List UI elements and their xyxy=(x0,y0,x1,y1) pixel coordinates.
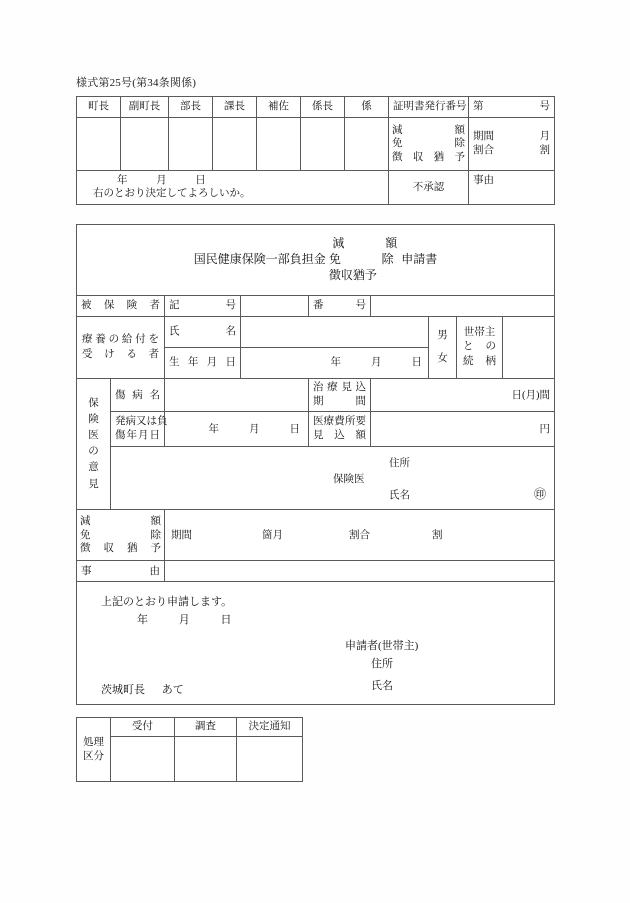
ratio-row: 割合 割 xyxy=(473,145,550,156)
birthdate-field[interactable] xyxy=(241,348,429,379)
symbol-value-field[interactable] xyxy=(241,296,309,317)
household-relation-field[interactable] xyxy=(503,317,555,379)
onset-day-label: 日 xyxy=(289,423,300,435)
processing-column-reception: 受付 xyxy=(111,718,175,737)
recipient-name-label xyxy=(165,317,241,348)
stamp-box-department-head[interactable] xyxy=(169,118,213,171)
form-title xyxy=(194,236,437,283)
relief-row-menjo: 免 除 xyxy=(80,529,161,541)
relief-type-label xyxy=(77,510,165,561)
relief-type-row xyxy=(77,510,555,561)
relief-reason-label xyxy=(77,561,165,582)
reduction-row-gengaku: 減 額 xyxy=(392,124,465,136)
recipient-label xyxy=(77,317,165,379)
recipient-label-line2: 受ける者 xyxy=(82,348,159,360)
declaration-month-label: 月 xyxy=(178,614,190,627)
stamp-box-staff[interactable] xyxy=(345,118,389,171)
decision-year-label: 年 xyxy=(117,175,128,186)
approval-stamp-row xyxy=(77,118,555,171)
applicant-label: 申請者(世帯主) xyxy=(345,640,419,653)
onset-ymd xyxy=(165,423,308,436)
cost-label-line1: 医療費所要 xyxy=(313,416,366,428)
insured-person-label xyxy=(77,296,165,317)
household-rel-line3: 続柄 xyxy=(463,355,496,367)
processing-table xyxy=(76,717,303,782)
relief-period-ratio-line xyxy=(165,529,554,542)
processing-value-investigation[interactable] xyxy=(175,737,237,782)
household-relation-label xyxy=(457,317,503,379)
decision-question-cell xyxy=(77,171,389,205)
treatment-period-line2: 期間 xyxy=(313,396,366,408)
approval-table xyxy=(76,96,555,205)
declaration-day-label: 日 xyxy=(220,614,232,627)
disease-name-label xyxy=(111,379,165,412)
treatment-period-line1: 治療見込 xyxy=(313,382,366,393)
name-label-text: 氏名 xyxy=(169,326,236,338)
recipient-name-field[interactable] xyxy=(241,317,429,348)
sex-male-option[interactable]: 男 xyxy=(437,330,448,342)
relief-row-choshuyuyo: 徴 収 猶 予 xyxy=(80,543,161,555)
doctor-signature-row xyxy=(77,447,555,510)
processing-value-decision-notice[interactable] xyxy=(237,737,303,782)
decision-date-line xyxy=(77,174,388,187)
treatment-period-label xyxy=(309,379,371,412)
medical-cost-label xyxy=(309,412,371,447)
stamp-box-section-head[interactable] xyxy=(213,118,257,171)
processing-category-label xyxy=(77,718,111,782)
insured-identifier-row xyxy=(77,296,555,317)
doctor-opinion-label: 保 険 医 の 意 見 xyxy=(77,379,111,510)
form-title-cell xyxy=(77,225,555,296)
approval-decision-row xyxy=(77,171,555,205)
reduction-row-choshuyuyo: 徴 収 猶 予 xyxy=(392,151,465,163)
stamp-box-deputy-mayor[interactable] xyxy=(121,118,169,171)
approval-header-row xyxy=(77,97,555,118)
cert-prefix: 第 xyxy=(473,101,484,113)
addressee-suffix: あて xyxy=(161,684,184,697)
decision-day-label: 日 xyxy=(195,175,206,186)
number-label xyxy=(309,296,371,317)
form-title-option-deferral: 徴収猶予 xyxy=(328,267,377,282)
medical-cost-unit: 円 xyxy=(539,423,551,435)
official-cell-deputy-mayor: 副町長 xyxy=(121,97,169,118)
period-row: 期間 月 xyxy=(473,131,550,143)
recipient-label-line1: 療養の給付を xyxy=(82,334,159,346)
form-title-row xyxy=(77,225,555,296)
applicant-name-label: 氏名 xyxy=(371,680,393,693)
processing-header-row xyxy=(77,718,303,737)
processing-value-reception[interactable] xyxy=(111,737,175,782)
birthdate-label-text: 生年月日 xyxy=(169,357,236,369)
reason-cell[interactable]: 事由 xyxy=(469,171,555,205)
declaration-date-line xyxy=(137,614,260,628)
certificate-number-label xyxy=(389,97,469,118)
reduction-type-label xyxy=(389,118,469,171)
recipient-name-row xyxy=(77,317,555,348)
birth-day-label: 日 xyxy=(411,357,422,369)
onset-date-label xyxy=(111,412,168,447)
doctor-signature-cell[interactable] xyxy=(111,447,555,510)
not-approved-cell[interactable]: 不承認 xyxy=(389,171,469,205)
relief-period-ratio-field[interactable] xyxy=(165,510,555,561)
onset-row xyxy=(77,412,555,447)
form-title-options xyxy=(329,236,397,283)
cert-label-text: 証明書発行番号 xyxy=(393,101,467,113)
disease-name-field[interactable] xyxy=(165,379,309,412)
birthdate-label xyxy=(165,348,241,379)
processing-column-investigation: 調査 xyxy=(175,718,237,737)
decision-month-label: 月 xyxy=(156,175,167,186)
symbol-label-text: 記号 xyxy=(169,300,236,312)
processing-label-line1: 処理 xyxy=(83,736,104,748)
relief-ratio-unit: 割 xyxy=(432,529,443,541)
certificate-number-label-text xyxy=(389,100,468,113)
doctor-address-label: 住所 xyxy=(389,458,410,470)
declaration-year-label: 年 xyxy=(137,614,148,627)
onset-year-label: 年 xyxy=(208,423,219,435)
addressee-name: 茨城町長 xyxy=(101,684,145,697)
official-cell-subsection-head: 係長 xyxy=(301,97,345,118)
doctor-sign-label: 保険医 xyxy=(333,474,365,486)
form-title-tail: 申請書 xyxy=(401,252,438,267)
form-title-lead: 国民健康保険一部負担金 xyxy=(193,252,326,267)
official-cell-section-head: 課長 xyxy=(213,97,257,118)
number-label-text: 番号 xyxy=(313,300,366,312)
birthdate-ymd xyxy=(241,356,428,369)
onset-month-label: 月 xyxy=(249,423,260,435)
addressee-line xyxy=(101,684,184,698)
household-rel-line2: との xyxy=(463,341,496,353)
applicant-address-line xyxy=(371,658,399,672)
birth-year-label: 年 xyxy=(330,357,341,369)
stamp-box-assistant[interactable] xyxy=(257,118,301,171)
period-ratio-fields[interactable] xyxy=(469,118,555,171)
processing-label-line2: 区分 xyxy=(83,750,104,762)
disease-label-text: 傷病名 xyxy=(115,389,160,401)
sex-female-option[interactable]: 女 xyxy=(437,352,448,364)
declaration-cell[interactable] xyxy=(77,582,555,705)
form-number-caption: 様式第25号(第34条関係) xyxy=(76,77,197,89)
official-cell-department-head: 部長 xyxy=(169,97,213,118)
official-cell-staff: 係 xyxy=(345,97,389,118)
stamp-box-mayor[interactable] xyxy=(77,118,121,171)
treatment-period-field[interactable] xyxy=(371,379,555,412)
relief-row-gengaku: 減 額 xyxy=(80,515,161,527)
reduction-row-menjo: 免 除 xyxy=(392,138,465,150)
processing-column-decision-notice: 決定通知 xyxy=(237,718,303,737)
treatment-period-unit: 日(月)間 xyxy=(511,389,551,401)
sex-cell[interactable] xyxy=(429,317,457,379)
number-value-field[interactable] xyxy=(371,296,555,317)
cert-suffix: 号 xyxy=(539,101,550,113)
birth-month-label: 月 xyxy=(371,357,382,369)
relief-months-word: 箇月 xyxy=(262,529,283,541)
application-form-table xyxy=(76,224,555,705)
doctor-name-label: 氏名 xyxy=(389,490,410,502)
cost-label-line2: 見込額 xyxy=(313,430,366,442)
medical-cost-field[interactable] xyxy=(371,412,555,447)
official-cell-assistant: 補佐 xyxy=(257,97,301,118)
certificate-number-value[interactable] xyxy=(469,97,555,118)
household-rel-line1: 世帯主 xyxy=(463,327,496,339)
form-title-option-reduction: 減 額 xyxy=(332,236,398,251)
relief-reason-field[interactable] xyxy=(165,561,555,582)
stamp-box-subsection-head[interactable] xyxy=(301,118,345,171)
decision-question-text: 右のとおり決定してよろしいか。 xyxy=(93,188,251,200)
disease-row xyxy=(77,379,555,412)
symbol-label xyxy=(165,296,241,317)
form-title-option-exemption: 免 除 xyxy=(328,252,394,267)
reason-label-right: 由 xyxy=(149,565,160,577)
processing-value-row xyxy=(77,737,303,782)
onset-label-line2: 傷年月日 xyxy=(115,430,160,442)
official-cell-mayor: 町長 xyxy=(77,97,121,118)
insured-label-text: 被保険者 xyxy=(81,300,160,312)
declaration-text: 上記のとおり申請します。 xyxy=(101,596,233,609)
declaration-row xyxy=(77,582,555,705)
applicant-address-label: 住所 xyxy=(371,658,393,671)
applicant-name-line xyxy=(371,680,399,694)
onset-date-field[interactable] xyxy=(165,412,309,447)
seal-icon: ㊞ xyxy=(534,487,547,502)
relief-period-word: 期間 xyxy=(171,529,192,541)
reason-label-left: 事 xyxy=(81,565,92,577)
relief-ratio-word: 割合 xyxy=(349,529,370,541)
onset-label-line1: 発病又は負 xyxy=(115,416,168,428)
relief-reason-row xyxy=(77,561,555,582)
